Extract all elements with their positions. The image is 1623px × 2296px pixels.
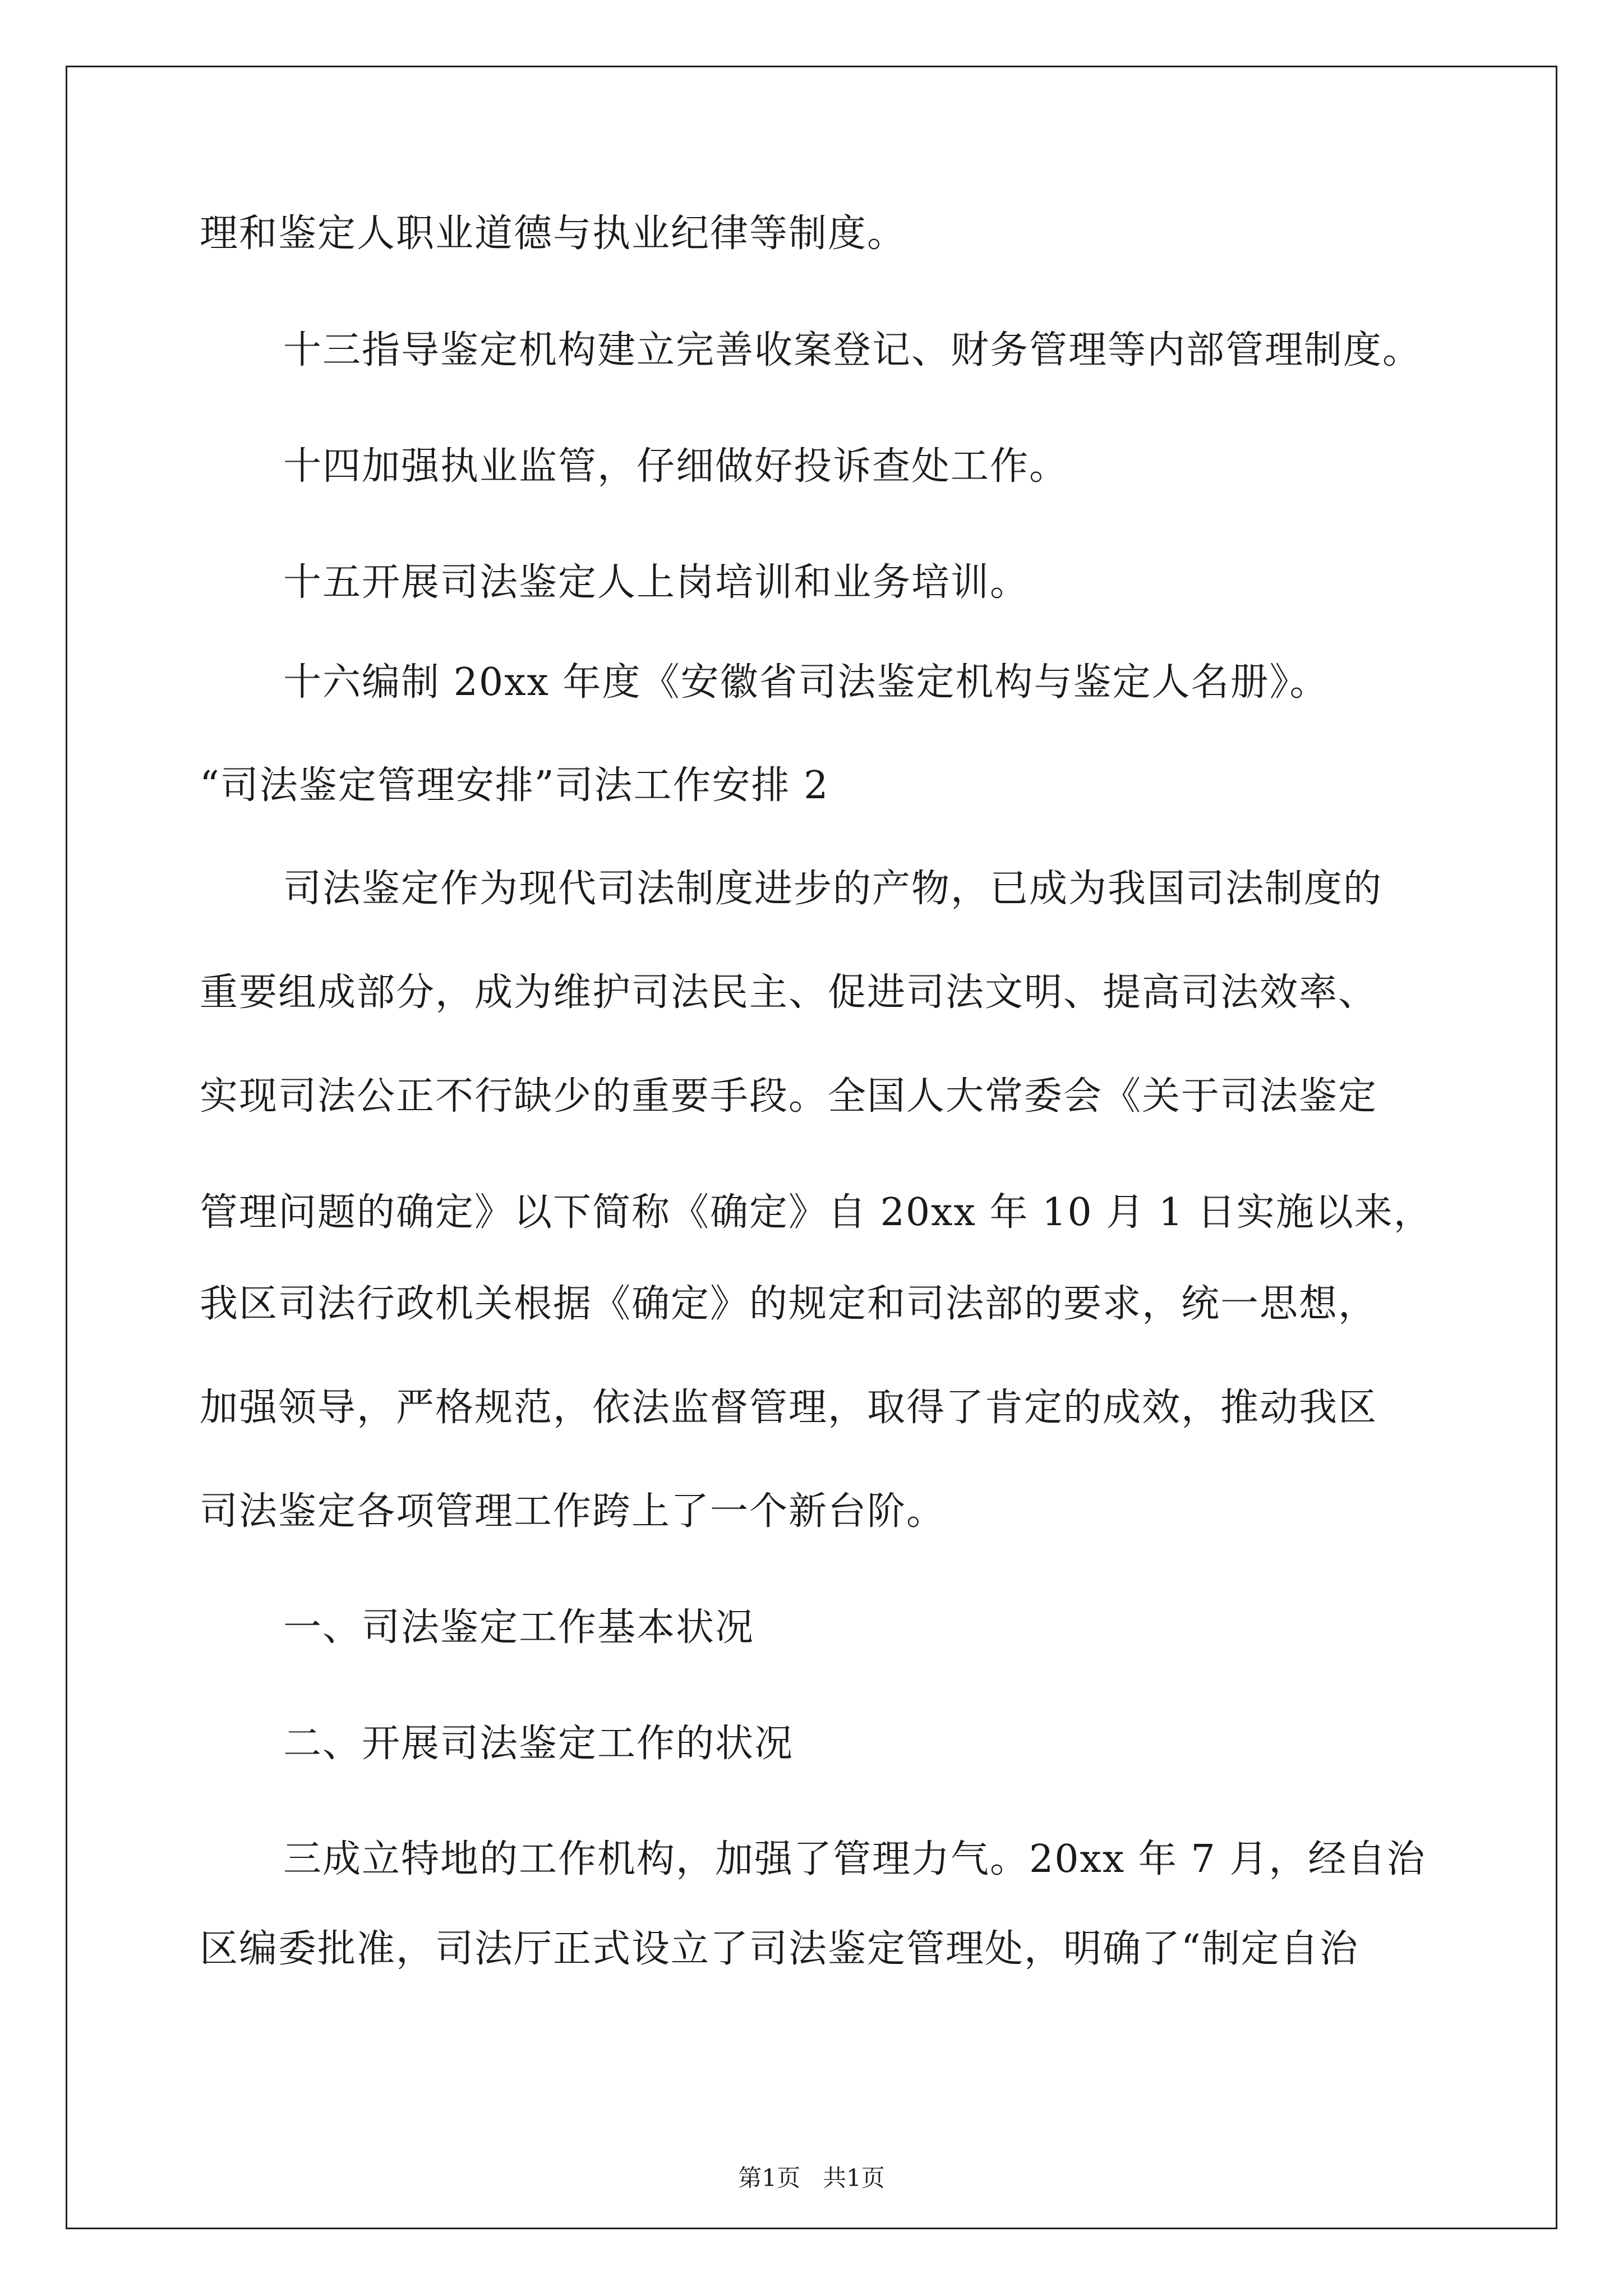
body-line-1: 理和鉴定人职业道德与执业纪律等制度。 [200, 211, 907, 256]
body-line-3: 十四加强执业监管，仔细做好投诉查处工作。 [283, 444, 1069, 489]
body-line-2: 十三指导鉴定机构建立完善收案登记、财务管理等内部管理制度。 [283, 328, 1422, 372]
body-line-10: 管理问题的确定》以下简称《确定》自 20xx 年 10 月 1 日实施以来， [200, 1190, 1433, 1235]
subheading-1: 一、司法鉴定工作基本状况 [283, 1605, 755, 1650]
body-line-7: 司法鉴定作为现代司法制度进步的产物，已成为我国司法制度的 [283, 867, 1383, 911]
body-line-17: 区编委批准，司法厅正式设立了司法鉴定管理处，明确了“制定自治 [200, 1927, 1359, 1971]
body-line-13: 司法鉴定各项管理工作跨上了一个新台阶。 [200, 1489, 946, 1534]
body-line-5: 十六编制 20xx 年度《安徽省司法鉴定机构与鉴定人名册》。 [283, 660, 1329, 705]
body-line-8: 重要组成部分，成为维护司法民主、促进司法文明、提高司法效率、 [200, 970, 1378, 1015]
body-line-16: 三成立特地的工作机构，加强了管理力气。20xx 年 7 月，经自治 [283, 1837, 1426, 1881]
subheading-2: 二、开展司法鉴定工作的状况 [283, 1722, 794, 1766]
body-line-4: 十五开展司法鉴定人上岗培训和业务培训。 [283, 560, 1030, 605]
page-border [66, 66, 1557, 2229]
body-line-11: 我区司法行政机关根据《确定》的规定和司法部的要求，统一思想， [200, 1282, 1378, 1326]
section-heading: “司法鉴定管理安排”司法工作安排 2 [200, 763, 829, 808]
page-number-footer: 第1页 共1页 [738, 2164, 885, 2192]
body-line-9: 实现司法公正不行缺少的重要手段。全国人大常委会《关于司法鉴定 [200, 1074, 1378, 1119]
body-line-12: 加强领导，严格规范，依法监督管理，取得了肯定的成效，推动我区 [200, 1386, 1378, 1430]
